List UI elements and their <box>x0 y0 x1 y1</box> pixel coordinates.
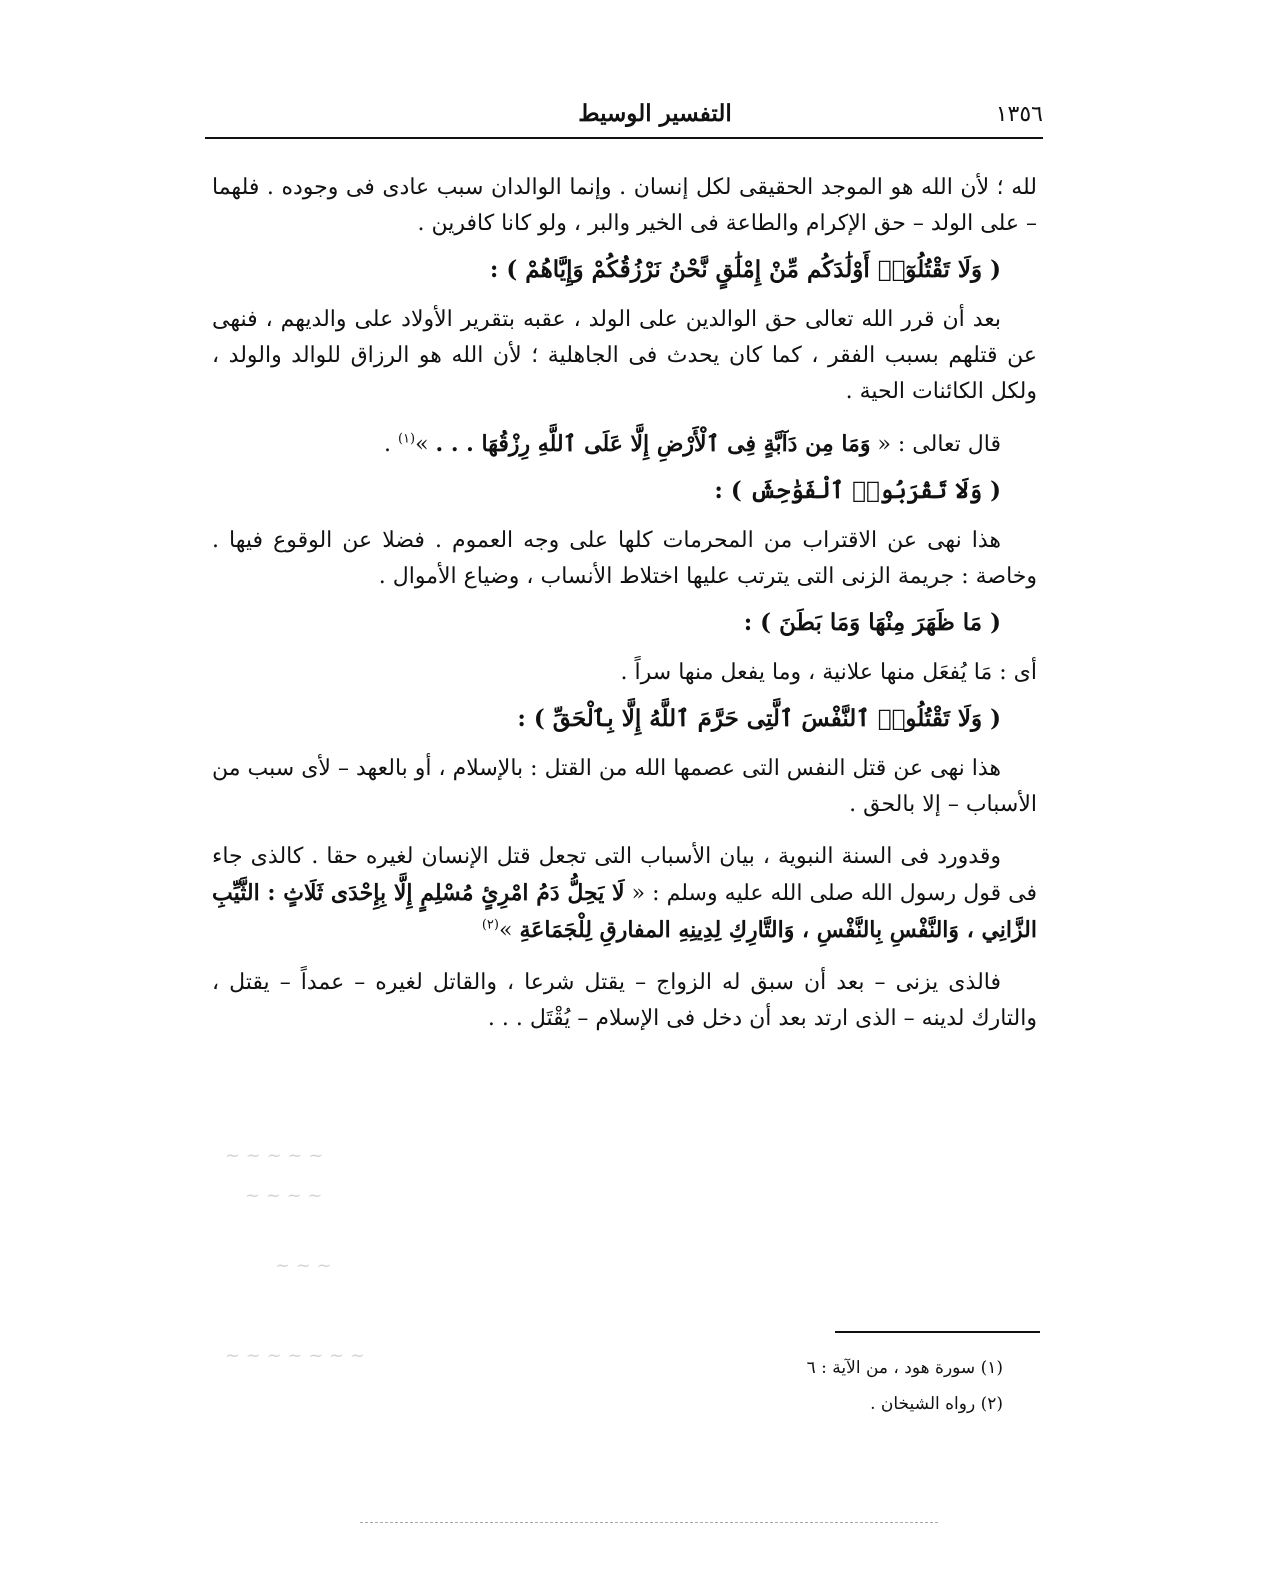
footnote-divider <box>835 1331 1040 1333</box>
hadith-intro: وقدورد فى السنة النبوية ، بيان الأسباب التى تجعل قتل الإنسان لغيره حقا . كالذى جاء فى قول رسول الله صلى الله عليه وسلم : « <box>212 844 1037 906</box>
body-text <box>212 170 1037 1037</box>
quran-verse: ( وَلَا تَقْتُلُوا۟ ٱلنَّفْسَ ٱلَّتِى حَرَّمَ ٱللَّهُ إِلَّا بِٱلْحَقِّ ) : <box>517 705 1001 732</box>
quote-intro: قال تعالى : « <box>877 432 1001 457</box>
header-divider <box>205 137 1043 139</box>
quran-verse: ( مَا ظَهَرَ مِنْهَا وَمَا بَطَنَ ) : <box>743 609 1001 636</box>
footnote-ref: (١) <box>397 431 416 447</box>
paragraph: أى : مَا يُفعَل منها علانية ، وما يفعل منها سراً . <box>620 660 1037 685</box>
paragraph: بعد أن قرر الله تعالى حق الوالدين على الولد ، عقبه بتقرير الأولاد على والديهم ، فنهى عن قتلهم بسبب الفقر ، كما كان يحدث فى الجاهلية ؛ لأن الله هو الرزاق للوالد والولد ، ولكل الكائنات الحية . <box>212 307 1037 404</box>
paragraph: هذا نهى عن قتل النفس التى عصمها الله من القتل : بالإسلام ، أو بالعهد – لأى سبب من الأسباب – إلا بالحق . <box>212 756 1037 817</box>
paragraph: لله ؛ لأن الله هو الموجد الحقيقى لكل إنسان . وإنما الوالدان سبب عادى فى وجوده . فلهما – على الولد – حق الإكرام والطاعة فى الخير والبر ، ولو كانا كافرين . <box>212 175 1037 236</box>
quran-verse: ( وَلَا تَقْرَبُوا۟ ٱلْفَوَٰحِشَ ) : <box>714 477 1001 504</box>
library-stamp: ~ ~ ~ ~ ~ ~ ~ ~ ~ ~ ~ ~ ~ ~ ~ ~ ~ ~ ~ <box>225 1145 365 1366</box>
footnote-ref: (٢) <box>481 917 499 933</box>
sentence-end: . <box>383 432 398 457</box>
hadith-quote: لَا يَحِلُّ دَمُ امْرِئٍ مُسْلِمٍ إِلَّا بِإِحْدَى ثَلَاثٍ : الثَّيِّبِ الزَّانِي ، وَالنَّفْسِ بِالنَّفْسِ ، وَالتَّارِكِ لِدِينِهِ المفارقِ لِلْجَمَاعَةِ <box>212 880 1037 943</box>
footnotes <box>700 1350 1003 1422</box>
running-title: التفسير الوسيط <box>578 100 732 127</box>
page-number: ١٣٥٦ <box>995 102 1043 127</box>
paragraph: فالذى يزنى – بعد أن سبق له الزواج – يقتل شرعا ، والقاتل لغيره – عمداً – يقتل ، والتارك لدينه – الذى ارتد بعد أن دخل فى الإسلام – يُقْتَل . . . <box>212 970 1037 1031</box>
footnote: (٢) رواه الشيخان . <box>870 1394 1003 1414</box>
page-header <box>205 100 1043 132</box>
paragraph <box>212 839 1037 949</box>
scan-edge-mark <box>360 1522 938 1523</box>
quran-quote: وَمَا مِن دَآبَّةٍ فِى ٱلْأَرْضِ إِلَّا عَلَى ٱللَّهِ رِزْقُهَا . . . <box>435 431 871 457</box>
quote-close: » <box>415 432 429 457</box>
quote-close: » <box>498 918 513 943</box>
paragraph <box>212 426 1037 463</box>
quran-verse: ( وَلَا تَقْتُلُوٓا۟ أَوْلَٰدَكُم مِّنْ إِمْلَٰقٍ نَّحْنُ نَرْزُقُكُمْ وَإِيَّاهُمْ ) : <box>489 256 1001 283</box>
footnote: (١) سورة هود ، من الآية : ٦ <box>806 1358 1003 1378</box>
paragraph: هذا نهى عن الاقتراب من المحرمات كلها على وجه العموم . فضلا عن الوقوع فيها . وخاصة : جريمة الزنى التى يترتب عليها اختلاط الأنساب ، وضياع الأموال . <box>212 528 1037 589</box>
